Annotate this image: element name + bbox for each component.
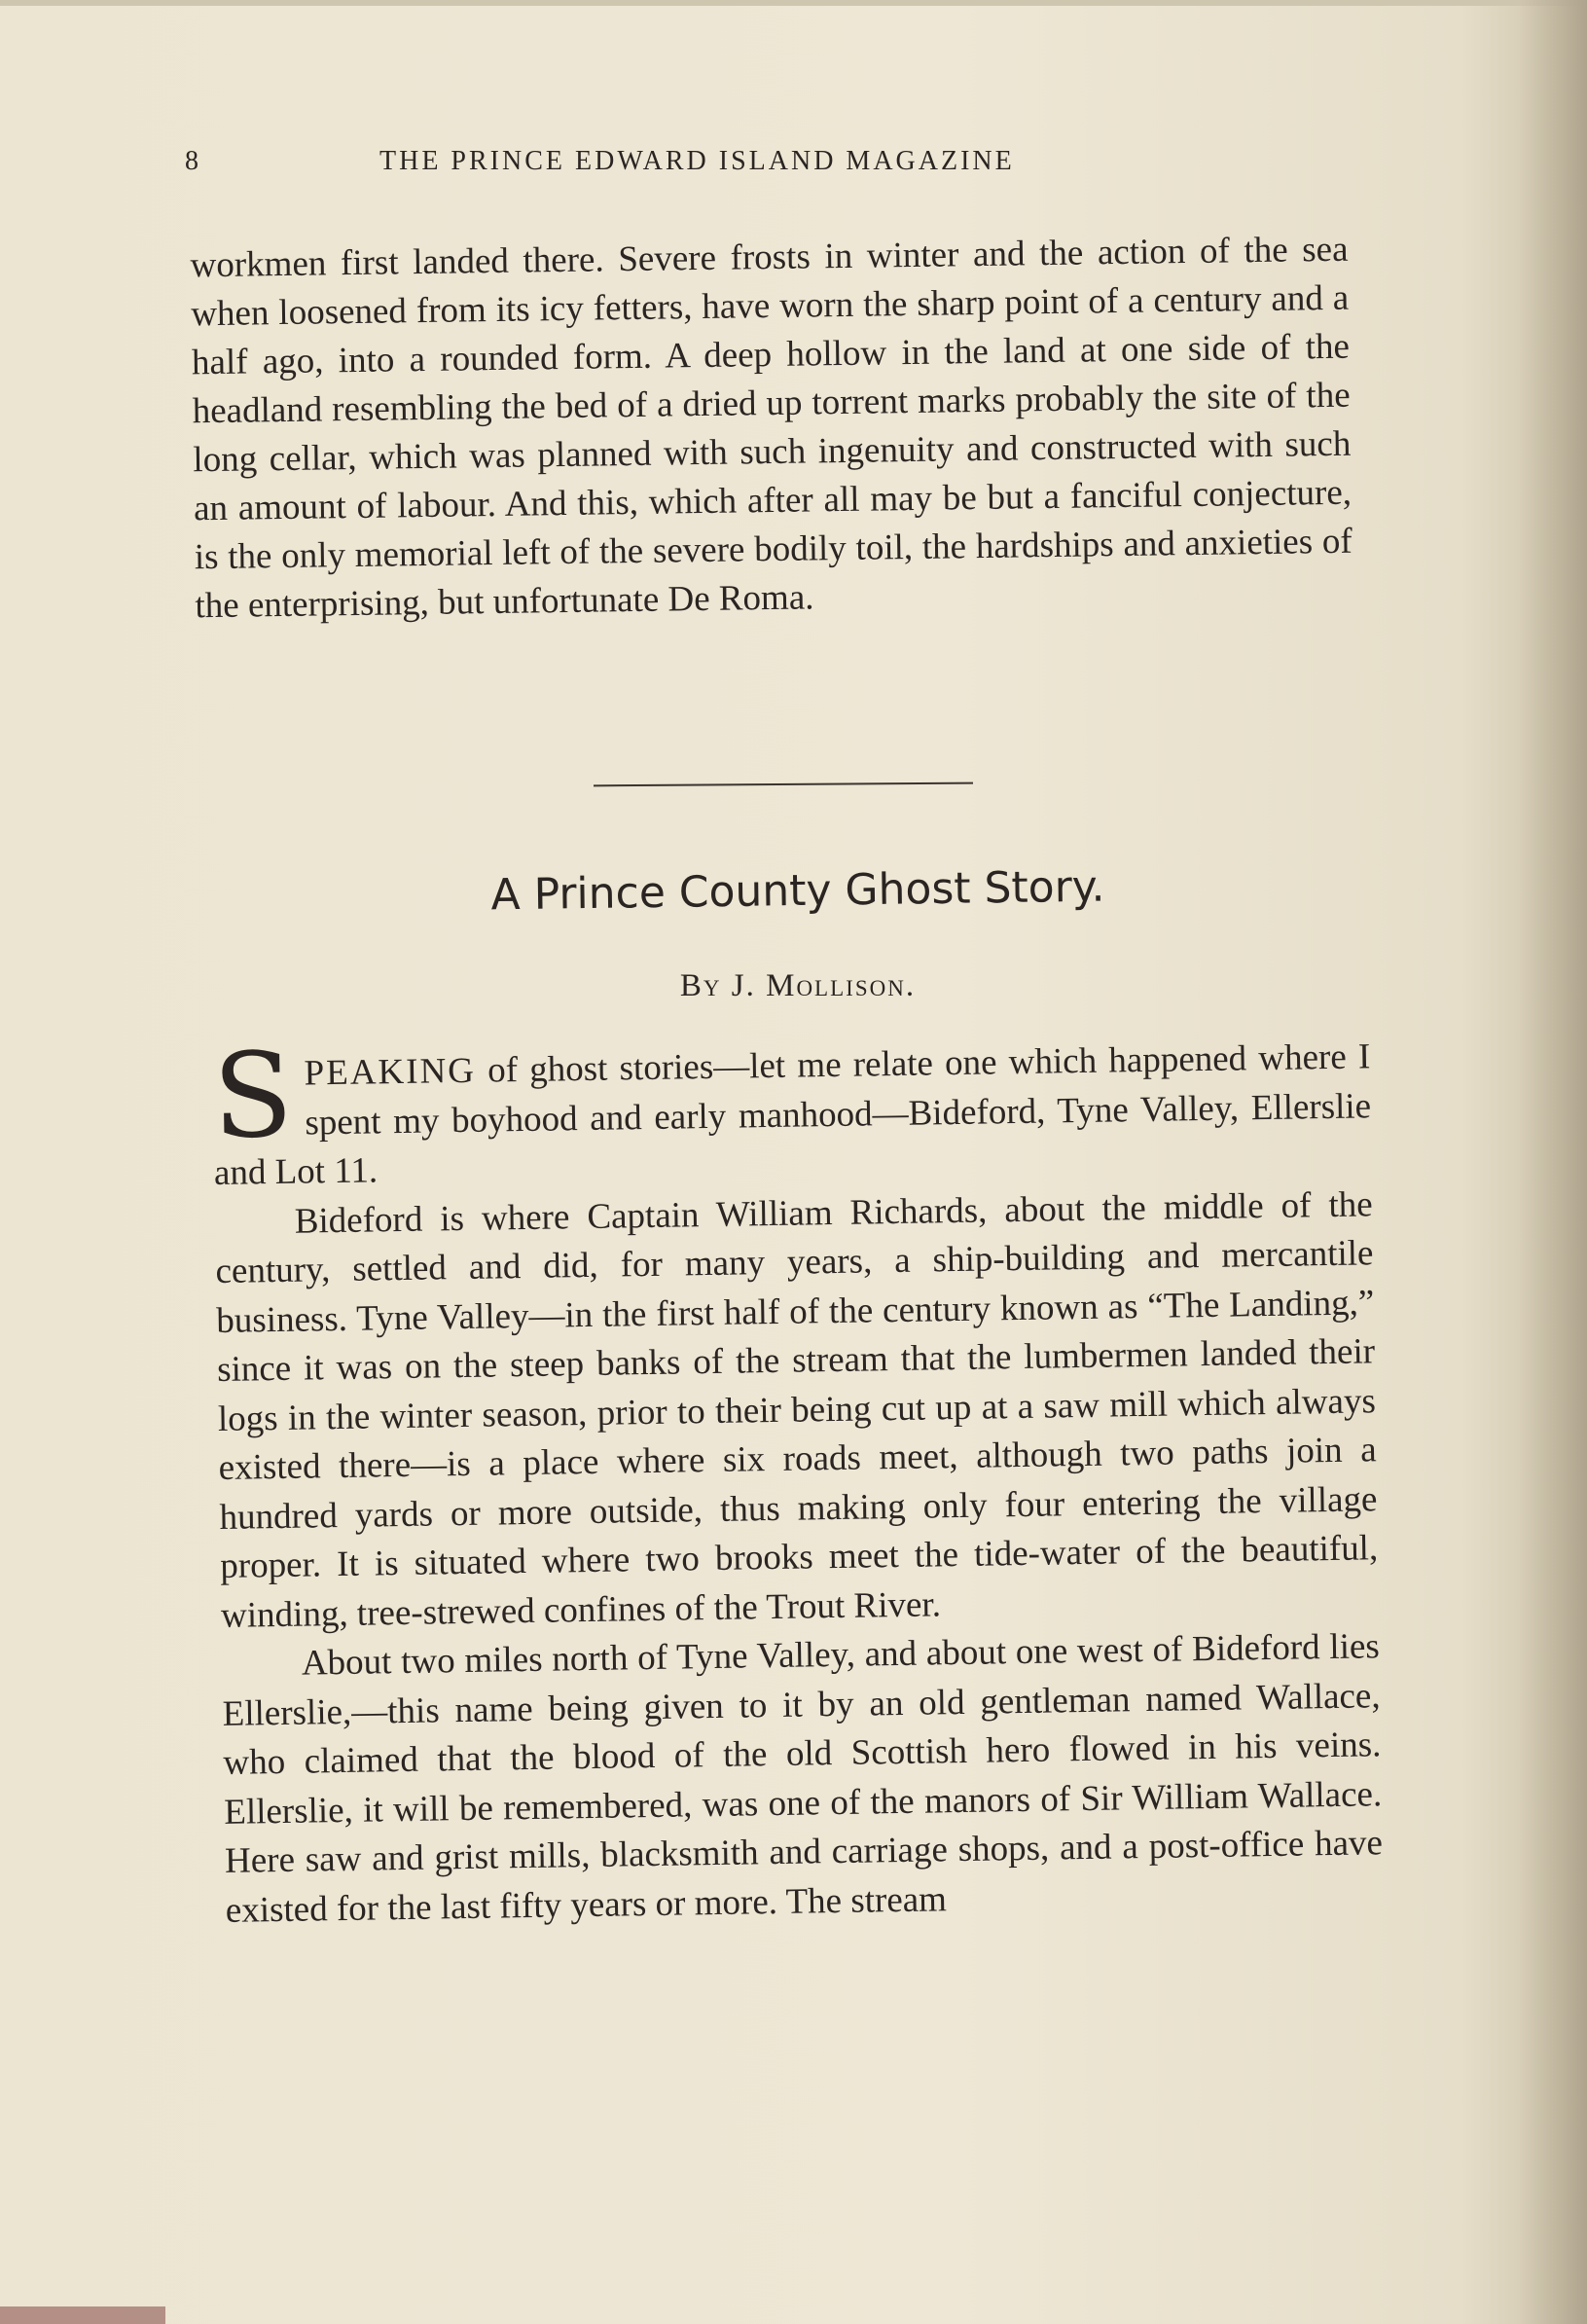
byline-prefix: By bbox=[679, 968, 722, 1003]
opening-word: PEAKING bbox=[304, 1050, 477, 1094]
page-top-edge bbox=[0, 0, 1587, 6]
page-number: 8 bbox=[185, 146, 201, 176]
article-byline bbox=[506, 968, 1090, 1004]
running-title: THE PRINCE EDWARD ISLAND MAGAZINE bbox=[379, 146, 1015, 176]
page-corner-shadow bbox=[0, 2306, 165, 2324]
drop-cap: S bbox=[211, 1028, 295, 1165]
section-divider bbox=[594, 782, 973, 787]
paragraph-1-text: of ghost stories—let me relate one which happened where I spent my boyhood and early manhood—Bideford, Tyne Valley, Ellerslie and Lot 11. bbox=[213, 1036, 1372, 1193]
byline-author: J. Mollison. bbox=[731, 968, 917, 1003]
continued-paragraph: workmen first landed there. Severe frosts in winter and the action of the sea when loosened from its icy fetters, have worn the sharp point of a century and a half ago, into a rounded form. A deep hollow in the land at one side of the headland resembling the bed of a dried up torrent marks probably the site of the long cellar, which was planned with such ingenuity and constructed with such an amount of labour. And this, which after all may be but a fanciful conjecture, is the only memorial left of the severe bodily toil, the hardships and anxieties of the enterprising, but unfortunate De Roma. bbox=[190, 229, 1353, 627]
article-body bbox=[211, 1028, 1384, 1936]
article-paragraph-2: Bideford is where Captain William Richards, about the middle of the century, settled and did, for many years, a ship-building and mercantile business. Tyne Valley—in the first half of the century known as “The Landing,” since it was on the steep banks of the stream that the lumbermen landed their logs in the winter season, prior to their being cut up at a saw mill which always existed there—is a place where six roads meet, although two paths join a hundred yards or more outside, thus making only four entering the village proper. It is situated where two brooks meet the tide-water of the beautiful, winding, tree-strewed confines of the Trout River. bbox=[215, 1183, 1379, 1636]
article-paragraph-1 bbox=[211, 1028, 1372, 1198]
page-binding-edge bbox=[1519, 0, 1587, 2324]
article-title: A Prince County Ghost Story. bbox=[490, 861, 1105, 921]
article-paragraph-3: About two miles north of Tyne Valley, and about one west of Bideford lies Ellerslie,—this name being given to it by an old gentleman named Wallace, who claimed that the blood of the old Scottish hero flowed in his veins. Ellerslie, it will be remembered, was one of the manors of Sir William Wallace. Here saw and grist mills, blacksmith and carriage shops, and a post-office have existed for the last fifty years or more. The stream bbox=[222, 1626, 1384, 1931]
